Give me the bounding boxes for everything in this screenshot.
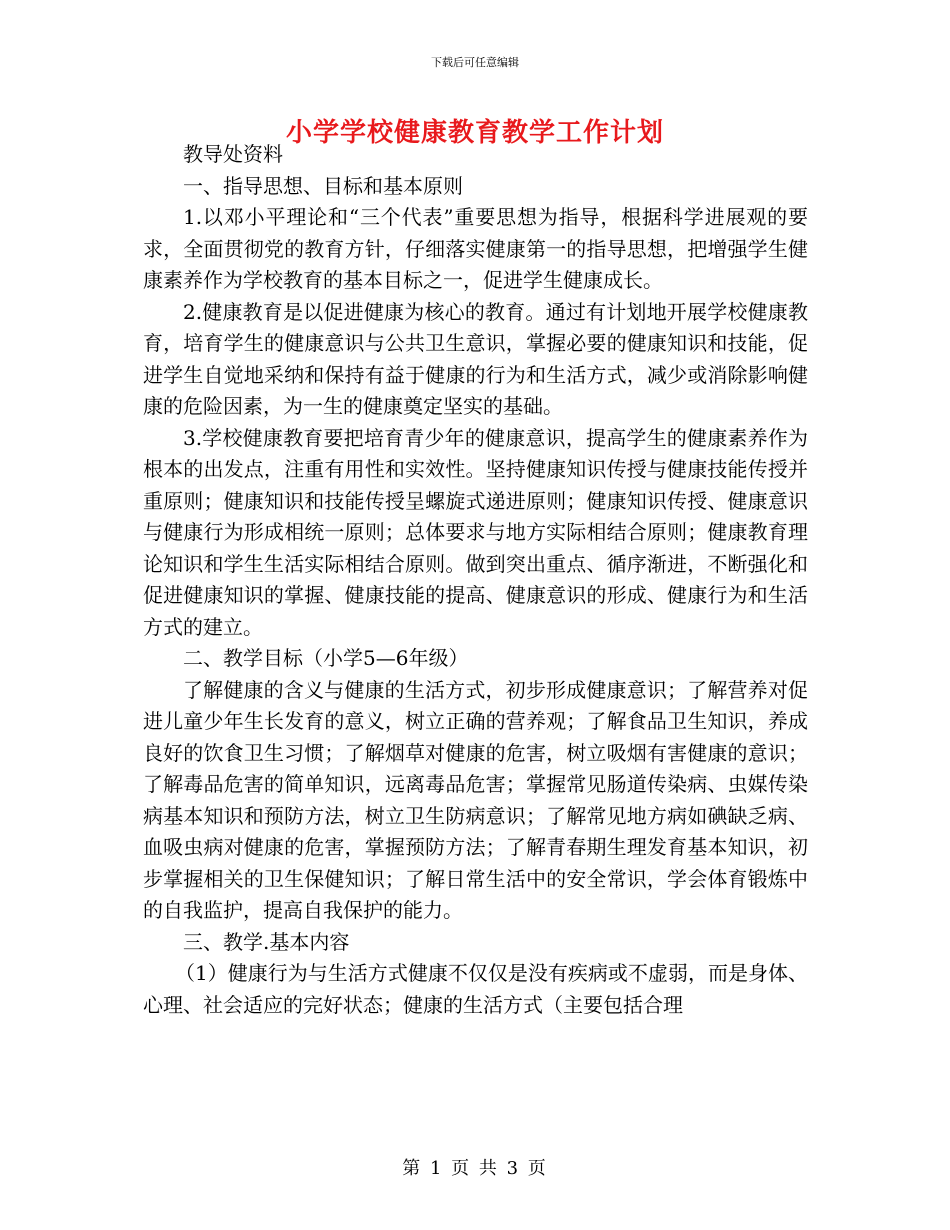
document-title: 小学学校健康教育教学工作计划	[285, 118, 664, 148]
header-note: 下载后可任意编辑	[431, 56, 519, 69]
paragraph-principle-3: 3.学校健康教育要把培育青少年的健康意识，提高学生的健康素养作为根本的出发点，注重有用性和实效性。坚持健康知识传授与健康技能传授并重原则；健康知识和技能传授呈螺旋式递进原则；健康知识传授、健康意识与健康行为形成相统一原则；总体要求与地方实际相结合原则；健康教育理论知识和学生生活实际相结合原则。做到突出重点、循序渐进，不断强化和促进健康知识的掌握、健康技能的提高、健康意识的形成、健康行为和生活方式的建立。	[143, 425, 808, 639]
heading-section-3: 三、教学.基本内容	[183, 929, 350, 954]
paragraph-principle-2: 2.健康教育是以促进健康为核心的教育。通过有计划地开展学校健康教育，培育学生的健康意识与公共卫生意识，掌握必要的健康知识和技能，促进学生自觉地采纳和保持有益于健康的行为和生活方式，减少或消除影响健康的危险因素，为一生的健康奠定坚实的基础。	[143, 299, 808, 418]
heading-section-1: 一、指导思想、目标和基本原则	[183, 173, 463, 198]
document-body	[143, 139, 808, 1021]
paragraph-content-1: （1）健康行为与生活方式健康不仅仅是没有疾病或不虚弱，而是身体、心理、社会适应的完好状态；健康的生活方式（主要包括合理	[143, 961, 808, 1017]
paragraph-source: 教导处资料	[183, 142, 283, 166]
page-footer: 第 1 页 共 3 页	[402, 1158, 548, 1179]
paragraph-principle-1: 1.以邓小平理论和“三个代表”重要思想为指导，根据科学进展观的要求，全面贯彻党的教育方针，仔细落实健康第一的指导思想，把增强学生健康素养作为学校教育的基本目标之一，促进学生健康成长。	[143, 205, 808, 292]
heading-section-2: 二、教学目标（小学5—6年级）	[183, 646, 469, 670]
paragraph-teaching-goals: 了解健康的含义与健康的生活方式，初步形成健康意识；了解营养对促进儿童少年生长发育的意义，树立正确的营养观；了解食品卫生知识，养成良好的饮食卫生习惯；了解烟草对健康的危害，树立吸烟有害健康的意识；了解毒品危害的简单知识，远离毒品危害；掌握常见肠道传染病、虫媒传染病基本知识和预防方法，树立卫生防病意识；了解常见地方病如碘缺乏病、血吸虫病对健康的危害，掌握预防方法；了解青春期生理发育基本知识，初步掌握相关的卫生保健知识；了解日常生活中的安全常识，学会体育锻炼中的自我监护，提高自我保护的能力。	[143, 677, 808, 922]
